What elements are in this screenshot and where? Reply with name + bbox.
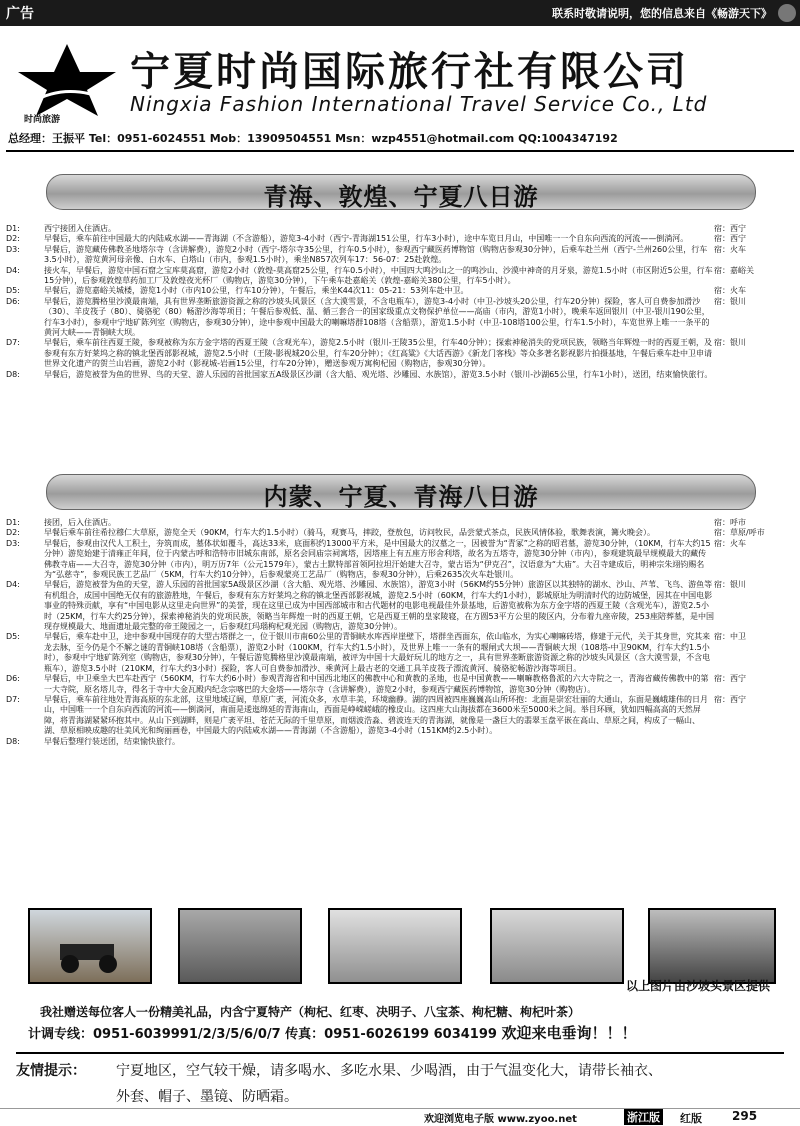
route-title-1: 青海、敦煌、宁夏八日游 <box>263 183 539 211</box>
day-label: D4: <box>6 580 20 590</box>
itinerary-row <box>6 539 794 581</box>
star-logo-icon <box>12 42 122 118</box>
day-label: D7: <box>6 338 20 348</box>
gift-notice: 我社赠送每位客人一份精美礼品，内含宁夏特产（枸杞、红枣、决明子、八宝茶、枸杞糖、枸杞叶茶） <box>40 1005 581 1019</box>
lodging: 宿：西宁 <box>714 694 746 704</box>
hotline-numbers: 计调专线：0951-6039991/2/3/5/6/0/7 传真：0951-6026199 6034199 <box>28 1027 497 1042</box>
sand-slide-photo <box>490 908 624 984</box>
day-label: D6: <box>6 296 20 306</box>
day-text: 早餐后整理行装送团，结束愉快旅行。 <box>44 736 180 746</box>
edition-sub: 红版 <box>680 1112 702 1125</box>
day-label: D7: <box>6 694 20 704</box>
day-text: 早餐后，参观由汉代人工积土，夯筑而成，墓体状如覆斗，高达33米，底面积约13000平方米，是中国最大的汉墓之一，因被誉为“青冢”之称的昭君墓，游览30分钟，（10KM，行车大约15分钟）游览始建于清雍正年间，位于内蒙古呼和浩特市旧城东南部，原名会同庙宗祠寓塔，因塔座上有五座方形舍利塔，故名为五塔寺，游览30分钟（市内），参观建筑最早规模最大的藏传佛教寺庙——大召寺，游览30分钟（市内），明万历7年（公元1579年），蒙古土默特部首领阿拉坦汗始建大召寺，蒙古语为“伊克召”，汉语意为“大庙”。大召寺建成后，明神宗朱翊钧赐名为“弘慈寺”，参观民族工艺品厂（5KM，行车大约10分钟），后参观蒙亮工艺品厂（购物店，参观30分钟），后乘2635次火车赴银川。 <box>44 538 711 580</box>
photo-credit: 以上图片由沙坡头景区提供 <box>625 979 770 993</box>
itinerary-row <box>6 370 794 380</box>
footer-divider <box>0 1108 800 1109</box>
itinerary-row <box>6 737 794 747</box>
lodging: 宿：火车 <box>714 244 746 254</box>
day-text: 早餐后，游览被誉为鱼的世界、鸟的天堂、游人乐园的首批国家五A级景区沙湖（含大船、观光塔、沙雕园、水族馆），游览3.5小时（银川-沙湖65公里，行车1小时），送团，结束愉快旅行。 <box>44 369 713 379</box>
route-banner-1 <box>46 174 756 210</box>
itinerary-row <box>6 695 794 737</box>
edition-badge: 浙江版 <box>624 1109 663 1125</box>
tips-text-1: 宁夏地区，空气较干燥，请多喝水、多吃水果、少喝酒，由于气温变化大，请带长袖衣、 <box>116 1063 662 1079</box>
itinerary-row <box>6 632 794 674</box>
lodging: 宿：银川 <box>714 296 746 306</box>
itinerary-2 <box>6 518 794 747</box>
day-label: D8: <box>6 736 20 746</box>
day-text: 早餐后，乘车前往中国最大的内陆咸水湖——青海湖（不含游船），游览3-4小时（西宁-青海湖151公里，行车3小时），途中车览日月山，中国唯一一个自东向西流的河流——倒淌河。 <box>44 234 689 244</box>
itinerary-1 <box>6 224 794 380</box>
lodging: 宿：草原/呼市 <box>714 528 765 538</box>
itinerary-row <box>6 224 794 234</box>
tips-text-2: 外套、帽子、墨镜、防晒霜。 <box>116 1089 298 1105</box>
lodging: 宿：嘉峪关 <box>714 265 754 275</box>
lodging: 宿：呼市 <box>714 518 746 527</box>
page-number: 295 <box>732 1109 758 1123</box>
day-text: 早餐后，游览被誉为鱼的天堂，游人乐园的首批国家5A级景区沙湖（含大船、观光塔、沙雕园、水族馆），游览3小时（56KM约55分钟）旅游区以其独特的湖水、沙山、芦苇、飞鸟、游鱼等有机组合，成国中国绝无仅有的旅游胜地，午餐后，参观有东方好莱坞之称的镇北堡西部影视城，游览2.5小时（60KM，行车大约1小时），影城原址为明清时代的边防城堡，因其在中国电影事业的特殊贡献，享有“中国电影从这里走向世界”的美誉，现在这里已成为中国西部城市和古代题材的电影电视最佳外景基地，后游览被称为东方金字塔的西夏王陵（含观光车），游览2.5小时（25KM，行车大约25分钟），探索神秘消失的党项民族，领略当年辉煌一时的西夏王朝，它是西夏王朝的皇家陵寝，在方圆53平方公里的陵区内，分布着九座帝陵，253座陪葬墓，是中国现存规模最大、地面遗址最完整的帝王陵园之一，后参观红玛瑙枸杞观光园（购物店，游览30分钟）。 <box>44 580 714 632</box>
day-label: D1: <box>6 224 20 233</box>
itinerary-row <box>6 234 794 244</box>
itinerary-row <box>6 266 794 287</box>
day-text: 早餐后，乘车前往地处青海高原的东北部，这里地域辽阔，草原广袤，河流众多，水草丰美，环境幽静。湖的四周被四座巍巍高山所环抱：北面是崇宏壮丽的大通山，东面是巍峨雄伟的日月山，中国唯一一个自东向西流的河流——倒淌河，南面是逶迤绵延的青海南山，西面是峥嵘嵯峨的橡皮山。这四座大山海拔都在3600米至5000米之间。举目环顾，犹如四幅高高的天然屏障，将青海湖紧紧环抱其中。从山下到湖畔，则是广袤平坦、苍茫无际的千里草原，而烟波浩淼、碧波连天的青海湖，就像是一盏巨大的翡翠玉盘平嵌在高山、草原之间，构成了一幅山、湖、草原相映成趣的壮美风光和绚丽画卷，中国最大的内陆咸水湖——青海湖（不含游船），游览3-4小时（151KM约2.5小时）。 <box>44 694 708 736</box>
dune-camel-train-photo <box>328 908 462 984</box>
welcome-text: 欢迎来电垂询！！！ <box>501 1024 637 1042</box>
tips-label: 友情提示： <box>16 1063 86 1079</box>
sand-buggy-photo <box>28 908 152 984</box>
day-label: D6: <box>6 674 20 684</box>
day-label: D1: <box>6 518 20 527</box>
lodging: 宿：西宁 <box>714 674 746 684</box>
ad-tag: 广告 <box>6 6 34 22</box>
day-label: D2: <box>6 528 20 538</box>
route-banner-2 <box>46 474 756 510</box>
day-text: 接团，后入住酒店。 <box>44 518 116 527</box>
route-title-2: 内蒙、宁夏、青海八日游 <box>263 483 539 511</box>
day-label: D5: <box>6 286 20 296</box>
itinerary-row <box>6 528 794 538</box>
day-text: 早餐后乘车前往希拉穆仁大草原，游览全天（90KM，行车大约1.5小时）（骑马，观赛马，摔跤，登敖包，访问牧民，品尝蒙式茶点，民族风情体验，歌舞表演，篝火晚会）。 <box>44 528 656 538</box>
itinerary-row <box>6 674 794 695</box>
buggy-icon <box>30 910 150 982</box>
day-text: 早餐后，乘车赴中卫，途中参观中国现存的大型古塔群之一，位于银川市南60公里的青铜峡水库西岸崖壁下，塔群坐西面东，依山临水，为实心喇嘛砖塔，修建于元代，关于其身世，究其来龙去脉，至今仍是个不解之谜的青铜峡108塔（含船票），游览2小时（100KM，行车大约1.5小时），及世界上唯一一条有的堰闸式大坝——青铜峡大坝（108塔-中卫90KM，行车大约1.5小时），参观中宁地矿陈列室（购物店，参观30分钟），午餐后游览腾格里沙漠最南端，被评为中国十大最好玩儿的地方之一，具有世界垄断旅游资源之称的沙坡头风景区（含大漠雪景，不含电瓶车），游览3.5小时（210KM，行车大约3小时）探险，客人可自费参加滑沙、乘黄河上最古老的交通工具羊皮筏子漂流黄河、骑骆驼畅游沙海等项目。 <box>44 632 711 673</box>
lodging: 宿：火车 <box>714 538 746 548</box>
lodging: 宿：西宁 <box>714 224 746 233</box>
day-label: D3: <box>6 538 20 548</box>
lodging: 宿：中卫 <box>714 632 746 642</box>
itinerary-row <box>6 286 794 296</box>
day-text: 早餐后，游览嘉峪关城楼，游览1小时（市内10公里，行车10分钟），午餐后，乘坐K44次11：05-21：53列车赴中卫。 <box>44 286 469 296</box>
itinerary-row <box>6 580 794 632</box>
logo-caption: 时尚旅游 <box>24 115 61 125</box>
itinerary-row <box>6 338 794 369</box>
day-text: 早餐后，乘车前往西夏王陵，参观被称为东方金字塔的西夏王陵（含观光车），游览2.5小时（银川-王陵35公里，行车40分钟）；探索神秘消失的党项民族，领略当年辉煌一时的西夏王朝，及参观有东方好莱坞之称的镇北堡西部影视城，游览2.5小时（王陵-影视城20公里，行车20分钟）；《红高粱》《大话西游》《新龙门客栈》等众多著名影视影片拍摄基地，午餐后乘车赴中卫申请世界文化遗产的贺兰山岩画，游览2小时（影视城-岩画15公里，行车20分钟），赠送参观万寓枸杞园（购物店，参观30分钟）。 <box>44 338 712 369</box>
company-name-cn: 宁夏时尚国际旅行社有限公司 <box>130 49 689 95</box>
hotline <box>28 1022 636 1043</box>
day-text: 西宁接团入住酒店。 <box>44 224 116 233</box>
lodging: 宿：银川 <box>714 338 746 348</box>
day-text: 早餐后，游览藏传佛教圣地塔尔寺（含讲解费），游览2小时（西宁-塔尔寺35公里，行车0.5小时），参观西宁藏医药博物馆（购物店参观30分钟），后乘车赴兰州（西宁-兰州260公里，行车3.5小时），游览黄河母亲像、白水车、白塔山（市内，参观1.5小时），乘坐N857次列车17：56-07：25赴敦煌。 <box>44 244 708 265</box>
itinerary-row <box>6 245 794 266</box>
lodging: 宿：银川 <box>714 580 746 590</box>
itinerary-row <box>6 297 794 339</box>
day-label: D5: <box>6 632 20 642</box>
day-label: D3: <box>6 244 20 254</box>
lodging: 宿：西宁 <box>714 234 746 244</box>
footer <box>0 1108 800 1126</box>
day-text: 接火车，早餐后，游览中国石窟之宝库莫高窟，游览2小时（敦煌-莫高窟25公里，行车0.5小时），中国四大鸣沙山之一的鸣沙山、沙漠中神奇的月牙泉，游览1.5小时（市区附近5公里，行车15分钟），后参观敦煌草药加工厂及敦煌夜光杯厂（购物店，游览30分钟），下午乘车赴嘉峪关（敦煌-嘉峪关380公里，行车5小时）。 <box>44 265 713 286</box>
source-note: 联系时敬请说明，您的信息来自《畅游天下》 <box>552 7 772 20</box>
contact-line: 总经理：王振平 Tel：0951-6024551 Mob：13909504551 Msn：wzp4551@hotmail.com QQ:1004347192 <box>8 132 618 145</box>
day-label: D4: <box>6 265 20 275</box>
company-name-en: Ningxia Fashion International Travel Service Co., Ltd <box>130 92 708 116</box>
lodging: 宿：火车 <box>714 286 746 296</box>
photo-strip <box>28 908 772 980</box>
itinerary-row <box>6 518 794 528</box>
camel-photo <box>178 908 302 984</box>
header-divider <box>6 150 794 152</box>
day-text: 早餐后，游览腾格里沙漠最南端，具有世界垄断旅游资源之称的沙坡头风景区（含大漠雪景，不含电瓶车），游览3-4小时（中卫-沙坡头20公里，行车20分钟）探险，客人可自费参加滑沙（30）、羊皮筏子（80）、骑骆驼（80）畅游沙海等项目；午餐后参观低、温、循三套合一的国家级重点文物保护单位——高庙（市内，游览1小时），晚乘车返回银川（中卫-银川190公里，行车3小时），参观中宁地矿陈列室（购物店，参观30分钟），途中参观中国最大的喇嘛塔群108塔（含船票），游览1.5小时（中卫-108塔100公里，行车1.5小时），车览世界上唯一一条平的黄河大峡——青铜峡大坝。 <box>44 296 710 338</box>
day-label: D2: <box>6 234 20 244</box>
footer-url[interactable]: 欢迎浏览电子版 www.zyoo.net <box>424 1114 577 1125</box>
statue-photo <box>648 908 776 984</box>
topbar-ornament-icon <box>778 4 796 22</box>
top-bar <box>0 0 800 26</box>
day-label: D8: <box>6 369 20 379</box>
day-text: 早餐后，中卫乘坐大巴车赴西宁（560KM，行车大约6小时）参观青海省和中国西北地区的佛教中心和黄教的圣地，也是中国黄教——喇嘛教格鲁派的六大寺院之一，青海省藏传佛教中的第一大寺院，原名塔儿寺，得名于寺中大金瓦殿内纪念宗喀巴的大金塔——塔尔寺（含讲解费），游览2小时，参观西宁藏医药博物馆，游览30分钟（购物店）。 <box>44 674 709 694</box>
